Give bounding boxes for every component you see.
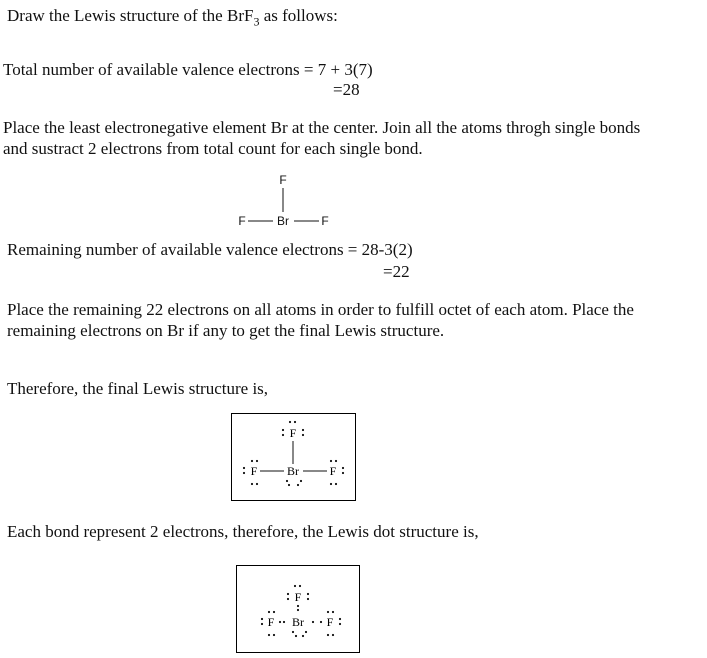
final-central-bromine: Br <box>287 464 299 478</box>
remaining-electrons-line: Remaining number of available valence electrons = 28-3(2) <box>7 240 413 259</box>
left-fluorine-label: F <box>238 214 246 228</box>
final-left-fluorine: F <box>250 464 258 478</box>
skeleton-structure <box>230 170 340 230</box>
valence-total-line: Total number of available valence electrons = 7 + 3(7) <box>3 60 373 79</box>
center-atom-instruction-line2: and sustract 2 electrons from total count for each single bond. <box>3 139 423 158</box>
intro-subscript: 3 <box>253 14 260 29</box>
right-fluorine-label: F <box>321 214 329 228</box>
dot-structure-caption: Each bond represent 2 electrons, therefore, the Lewis dot structure is, <box>7 522 479 541</box>
intro-prefix: Draw the Lewis structure of the BrF <box>7 6 254 25</box>
final-structure-caption: Therefore, the final Lewis structure is, <box>7 379 269 398</box>
octet-instruction-line1: Place the remaining 22 electrons on all atoms in order to fulfill octet of each atom. Place the <box>7 300 634 319</box>
lewis-dot-structure-box <box>236 565 360 653</box>
final-lewis-structure <box>232 414 355 500</box>
central-bromine-label: Br <box>277 214 289 228</box>
center-atom-instruction-line1: Place the least electronegative element Br at the center. Join all the atoms throgh single bonds <box>3 118 641 137</box>
final-bromine-lone-pairs <box>286 480 302 486</box>
dot-left-fluorine: F <box>267 615 275 629</box>
octet-instruction-line2: remaining electrons on Br if any to get the final Lewis structure. <box>7 321 445 340</box>
final-lewis-structure-box <box>231 413 356 501</box>
valence-total-result: =28 <box>333 80 360 99</box>
intro-line <box>7 6 338 31</box>
dot-bromine-lone-pairs <box>292 631 307 637</box>
intro-suffix: as follows: <box>259 6 338 25</box>
dot-right-fluorine: F <box>326 615 334 629</box>
final-top-fluorine: F <box>289 426 297 440</box>
top-fluorine-label: F <box>279 173 287 187</box>
dot-top-fluorine: F <box>294 590 302 604</box>
lewis-dot-structure <box>237 566 359 652</box>
final-right-fluorine: F <box>329 464 337 478</box>
dot-central-bromine: Br <box>292 615 304 629</box>
remaining-electrons-result: =22 <box>383 262 410 281</box>
